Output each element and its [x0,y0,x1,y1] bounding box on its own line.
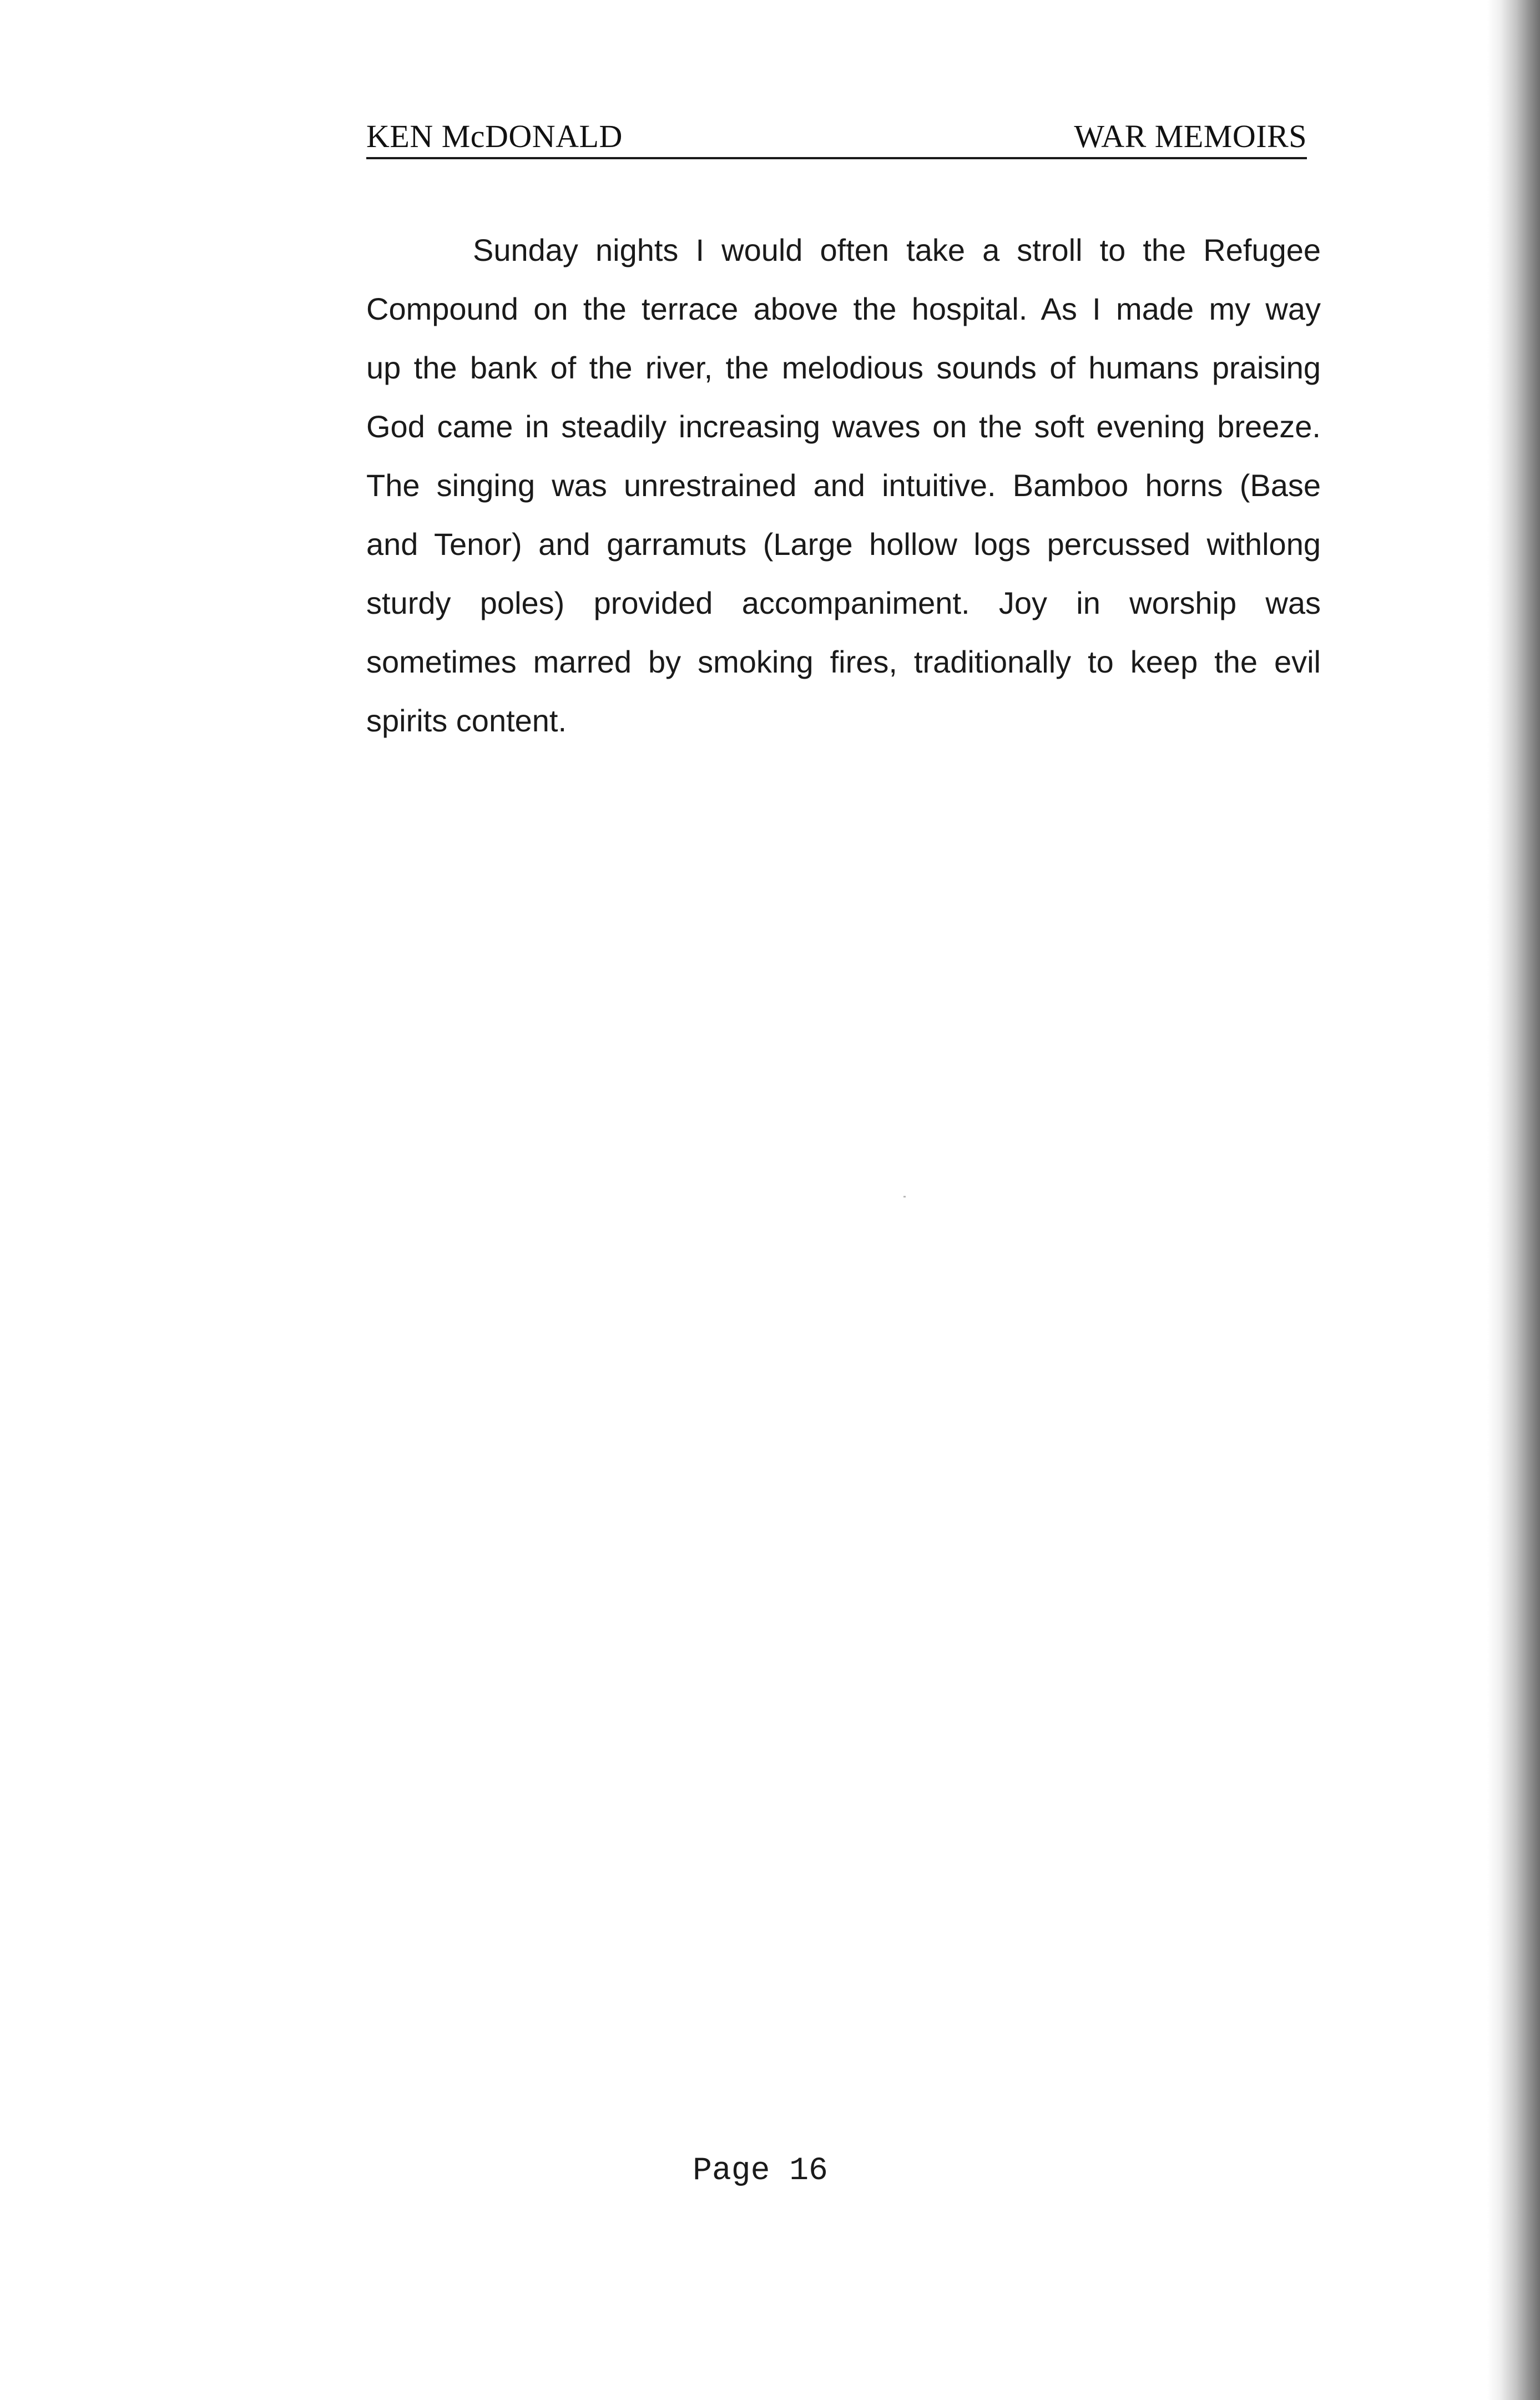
header-title: WAR MEMOIRS [1074,118,1307,154]
paragraph-line-4: God came in steadily increasing waves on the soft evening breeze. [366,409,1321,444]
body-paragraph [366,221,1321,750]
running-header [366,111,1307,161]
paragraph-line-9: spirits content. [366,703,567,738]
paragraph-line-8: sometimes marred by smoking fires, traditionally to keep the evil [366,644,1321,679]
scan-edge-shadow [1487,0,1540,2400]
header-rule [366,157,1307,159]
paragraph-line-1: Sunday nights I would often take a stroll to the Refugee [473,233,1321,267]
paragraph-line-7: sturdy poles) provided accompaniment. Joy in worship was [366,585,1321,620]
paragraph-line-6: and Tenor) and garramuts (Large hollow logs percussed withlong [366,527,1321,562]
paragraph-line-5: The singing was unrestrained and intuitive. Bamboo horns (Base [366,468,1321,503]
paragraph-line-3: up the bank of the river, the melodious sounds of humans praising [366,350,1321,385]
page-number: Page 16 [693,2153,828,2189]
header-author: KEN McDONALD [366,118,623,154]
scan-speck [903,1196,906,1198]
paragraph-line-2: Compound on the terrace above the hospital. As I made my way [366,291,1321,326]
